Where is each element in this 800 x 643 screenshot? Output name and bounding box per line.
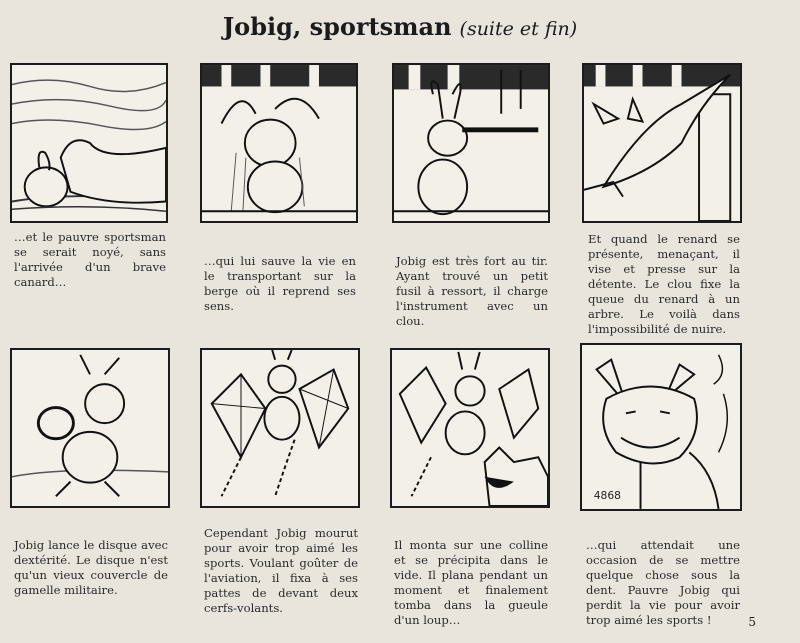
fox-nailed-to-tree-illustration (584, 65, 740, 221)
rabbit-throwing-disc-illustration (12, 350, 168, 506)
title-text: Jobig, sportsman (222, 12, 452, 41)
page-title (0, 12, 800, 41)
comic-panel-6 (200, 348, 360, 508)
subtitle-text: (suite et fin) (459, 18, 578, 40)
rabbit-rescued-by-duck-illustration (12, 65, 166, 221)
panel-number-label: 4868 (593, 489, 621, 503)
panel-caption-5: Jobig lance le disque avec dextérité. Le disque n'est qu'un vieux couvercle de gamelle militaire. (14, 538, 168, 597)
comic-panel-2 (200, 63, 358, 223)
panel-caption-2: …qui lui sauve la vie en le transportant sur la berge où il reprend ses sens. (204, 254, 356, 313)
comic-panel-3 (392, 63, 550, 223)
panel-caption-4: Et quand le renard se présente, menaçant, il vise et presse sur la détente. Le clou fixe la queue du renard à un arbre. Le voilà dans l'impossibilité de nuire. (588, 232, 740, 336)
panel-caption-8: …qui attendait une occasion de se mettre quelque chose sous la dent. Pauvre Jobig qui perdit la vie pour avoir trop aimé les sports ! (586, 538, 740, 627)
panel-caption-7: Il monta sur une colline et se précipita dans le vide. Il plana pendant un moment et finalement tomba dans la gueule d'un loup… (394, 538, 548, 627)
comic-panel-7 (390, 348, 550, 508)
comic-panel-8 (580, 343, 742, 511)
panel-caption-1: …et le pauvre sportsman se serait noyé, sans l'arrivée d'un brave canard… (14, 230, 166, 289)
grinning-wolf-illustration (582, 345, 740, 509)
comic-panel-1 (10, 63, 168, 223)
rabbit-with-kites-illustration (202, 350, 358, 506)
rabbit-falling-to-wolf-illustration (392, 350, 548, 506)
panel-caption-6: Cependant Jobig mourut pour avoir trop aimé les sports. Voulant goûter de l'aviation, il fixa à ses pattes de devant deux cerfs-volants. (204, 526, 358, 615)
panel-caption-3: Jobig est très fort au tir. Ayant trouvé un petit fusil à ressort, il charge l'instrument avec un clou. (396, 254, 548, 328)
comic-panel-4 (582, 63, 742, 223)
comic-panel-5 (10, 348, 170, 508)
page-number: 5 (748, 615, 756, 629)
rabbit-aiming-gun-illustration (394, 65, 548, 221)
wet-rabbit-illustration (202, 65, 356, 221)
